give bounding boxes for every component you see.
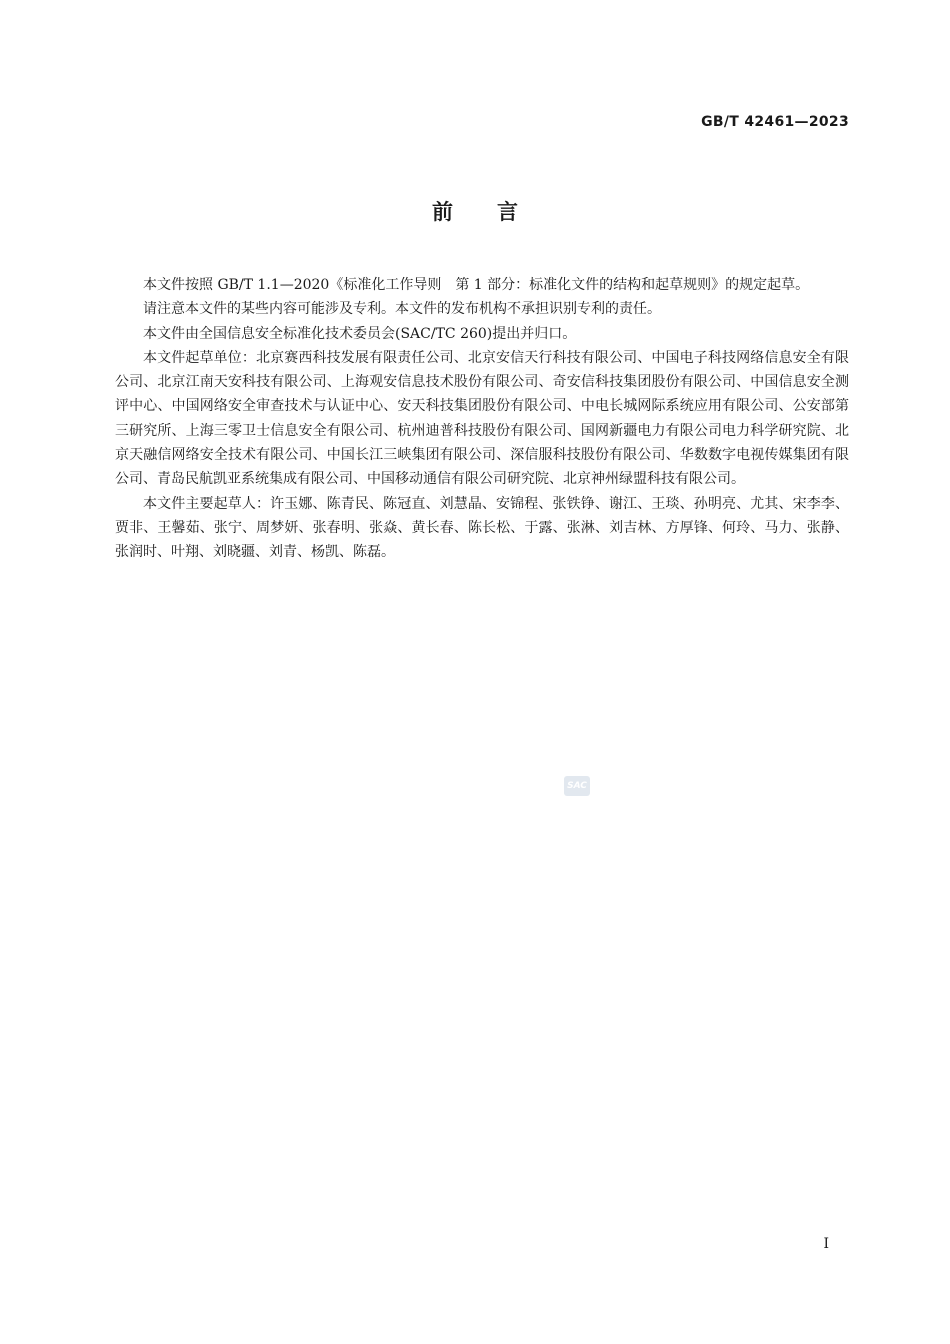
page-title: 前言 [432, 200, 562, 224]
paragraph-drafters: 本文件主要起草人：许玉娜、陈青民、陈冠直、刘慧晶、安锦程、张铁铮、谢江、王琰、孙明亮、尤其、宋李李、贾非、王馨茹、张宁、周梦妍、张春明、张焱、黄长春、陈长松、于露、张淋、刘吉林、方厚锋、何玲、马力、张静、张润时、叶翔、刘晓疆、刘青、杨凯、陈磊。 [115, 495, 849, 561]
sac-watermark-logo: SAC [564, 776, 590, 796]
paragraph-drafting-units: 本文件起草单位：北京赛西科技发展有限责任公司、北京安信天行科技有限公司、中国电子科技网络信息安全有限公司、北京江南天安科技有限公司、上海观安信息技术股份有限公司、奇安信科技集团股份有限公司、中国信息安全测评中心、中国网络安全审查技术与认证中心、安天科技集团股份有限公司、中电长城网际系统应用有限公司、公安部第三研究所、上海三零卫士信息安全有限公司、杭州迪普科技股份有限公司、国网新疆电力有限公司电力科学研究院、北京天融信网络安全技术有限公司、中国长江三峡集团有限公司、深信服科技股份有限公司、华数数字电视传媒集团有限公司、青岛民航凯亚系统集成有限公司、中国移动通信有限公司研究院、北京神州绿盟科技有限公司。 [115, 349, 849, 488]
paragraph-proposer: 本文件由全国信息安全标准化技术委员会(SAC/TC 260)提出并归口。 [143, 325, 577, 342]
foreword-body [115, 273, 849, 565]
paragraph-patent-notice: 请注意本文件的某些内容可能涉及专利。本文件的发布机构不承担识别专利的责任。 [143, 301, 661, 318]
paragraph-drafting-rules: 本文件按照 GB/T 1.1—2020《标准化工作导则 第 1 部分：标准化文件的结构和起草规则》的规定起草。 [143, 277, 810, 293]
standard-number: GB/T 42461—2023 [701, 114, 849, 130]
page-number: I [823, 1236, 829, 1252]
